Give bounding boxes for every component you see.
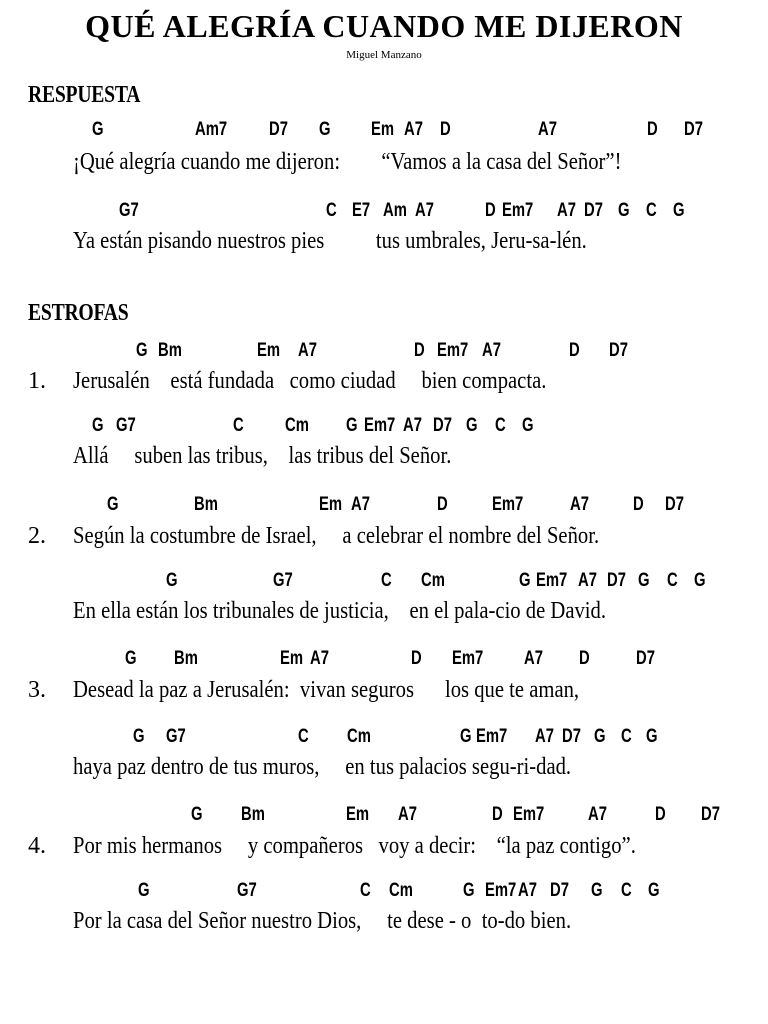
chord: C: [667, 570, 678, 591]
chord: D7: [636, 648, 655, 669]
chord: Em7: [476, 726, 508, 747]
chord: Cm: [421, 570, 445, 591]
chord: G: [466, 415, 478, 436]
chord: G: [138, 880, 150, 901]
chord: Em7: [364, 415, 396, 436]
chord: G: [618, 200, 630, 221]
chord: D: [414, 340, 425, 361]
respuesta-lyric-line-1: ¡Qué alegría cuando me dijeron: “Vamos a la casa del Señor”!: [73, 149, 622, 175]
chord: A7: [351, 494, 370, 515]
chord: A7: [557, 200, 576, 221]
chord: G: [594, 726, 606, 747]
chord: G7: [273, 570, 293, 591]
chord: Bm: [174, 648, 198, 669]
verse-2-lyric-line-1: Según la costumbre de Israel, a celebrar el nombre del Señor.: [73, 523, 600, 549]
chord: D7: [609, 340, 628, 361]
verse-3-lyric-line-1: Desead la paz a Jerusalén: vivan seguros los que te aman,: [73, 677, 580, 703]
chord: Am: [383, 200, 407, 221]
chord: C: [495, 415, 506, 436]
chord: Cm: [285, 415, 309, 436]
verse-4-lyric-line-2: Por la casa del Señor nuestro Dios, te dese - o to-do bien.: [73, 908, 572, 934]
chord: A7: [482, 340, 501, 361]
chord: C: [621, 726, 632, 747]
chord: D: [647, 119, 658, 140]
section-heading-respuesta: RESPUESTA: [28, 82, 141, 108]
author-credit: Miguel Manzano: [346, 49, 422, 61]
chord: G: [648, 880, 660, 901]
chord: A7: [578, 570, 597, 591]
chord: Em7: [437, 340, 469, 361]
chord: Am7: [195, 119, 228, 140]
chord: Em: [319, 494, 343, 515]
verse-2-lyric-line-2: En ella están los tribunales de justicia, en el pala-cio de David.: [73, 598, 607, 624]
chord: G: [463, 880, 475, 901]
chord: Em7: [536, 570, 568, 591]
chord: G: [519, 570, 531, 591]
chord: A7: [518, 880, 537, 901]
chord: C: [298, 726, 309, 747]
chord: G: [92, 415, 104, 436]
chord: G7: [237, 880, 257, 901]
chord: Em: [257, 340, 281, 361]
chord: G: [591, 880, 603, 901]
chord: Bm: [158, 340, 182, 361]
chord: Cm: [347, 726, 371, 747]
chord: D7: [684, 119, 703, 140]
chord: A7: [298, 340, 317, 361]
verse-3-lyric-line-2: haya paz dentro de tus muros, en tus palacios segu-ri-dad.: [73, 754, 572, 780]
chord: Em7: [492, 494, 524, 515]
chord: C: [646, 200, 657, 221]
chord: Bm: [241, 804, 265, 825]
chord: D: [411, 648, 422, 669]
chord: G: [646, 726, 658, 747]
chord: G: [673, 200, 685, 221]
chord: D7: [550, 880, 569, 901]
chord: A7: [588, 804, 607, 825]
chord: C: [621, 880, 632, 901]
chord: C: [360, 880, 371, 901]
chord: G: [694, 570, 706, 591]
chord: A7: [404, 119, 423, 140]
chord: D: [633, 494, 644, 515]
verse-number: 1.: [28, 368, 46, 394]
chord: Em7: [502, 200, 534, 221]
chord: C: [233, 415, 244, 436]
chord: D: [569, 340, 580, 361]
verse-1-lyric-line-2: Allá suben las tribus, las tribus del Señor.: [73, 443, 452, 469]
verse-number: 3.: [28, 677, 46, 703]
chord: D: [440, 119, 451, 140]
chord: A7: [570, 494, 589, 515]
chord: G: [346, 415, 358, 436]
chord: G: [638, 570, 650, 591]
chord: Em7: [452, 648, 484, 669]
chord: G: [522, 415, 534, 436]
section-heading-estrofas: ESTROFAS: [28, 300, 129, 326]
chord: G7: [119, 200, 139, 221]
chord: A7: [415, 200, 434, 221]
chord: D: [437, 494, 448, 515]
chord: A7: [535, 726, 554, 747]
chord: D7: [584, 200, 603, 221]
chord: D: [655, 804, 666, 825]
chord: D7: [562, 726, 581, 747]
chord: G: [460, 726, 472, 747]
chord: G: [125, 648, 137, 669]
chord: G: [319, 119, 331, 140]
chord: A7: [524, 648, 543, 669]
chord: A7: [310, 648, 329, 669]
chord: D7: [665, 494, 684, 515]
chord: D: [492, 804, 503, 825]
page-title: QUÉ ALEGRÍA CUANDO ME DIJERON: [85, 8, 683, 44]
chord: G: [92, 119, 104, 140]
chord: Em: [280, 648, 304, 669]
chord: G: [166, 570, 178, 591]
chord: D7: [433, 415, 452, 436]
chord: D: [579, 648, 590, 669]
chord: Cm: [389, 880, 413, 901]
chord: G: [191, 804, 203, 825]
chord: A7: [403, 415, 422, 436]
chord: A7: [538, 119, 557, 140]
chord: D: [485, 200, 496, 221]
respuesta-lyric-line-2: Ya están pisando nuestros pies tus umbrales, Jeru-sa-lén.: [73, 228, 587, 254]
chord: Bm: [194, 494, 218, 515]
chord: G7: [116, 415, 136, 436]
chord: C: [326, 200, 337, 221]
chord: Em: [346, 804, 370, 825]
chord: G7: [166, 726, 186, 747]
chord: Em7: [485, 880, 517, 901]
chord: D7: [607, 570, 626, 591]
chord: A7: [398, 804, 417, 825]
chord: G: [136, 340, 148, 361]
chord: Em: [371, 119, 395, 140]
verse-4-lyric-line-1: Por mis hermanos y compañeros voy a decir: “la paz contigo”.: [73, 833, 636, 859]
verse-1-lyric-line-1: Jerusalén está fundada como ciudad bien compacta.: [73, 368, 547, 394]
chord: G: [133, 726, 145, 747]
chord: G: [107, 494, 119, 515]
verse-number: 4.: [28, 833, 46, 859]
verse-number: 2.: [28, 523, 46, 549]
chord: E7: [352, 200, 371, 221]
chord: Em7: [513, 804, 545, 825]
chord: D7: [701, 804, 720, 825]
chord: C: [381, 570, 392, 591]
chord: D7: [269, 119, 288, 140]
